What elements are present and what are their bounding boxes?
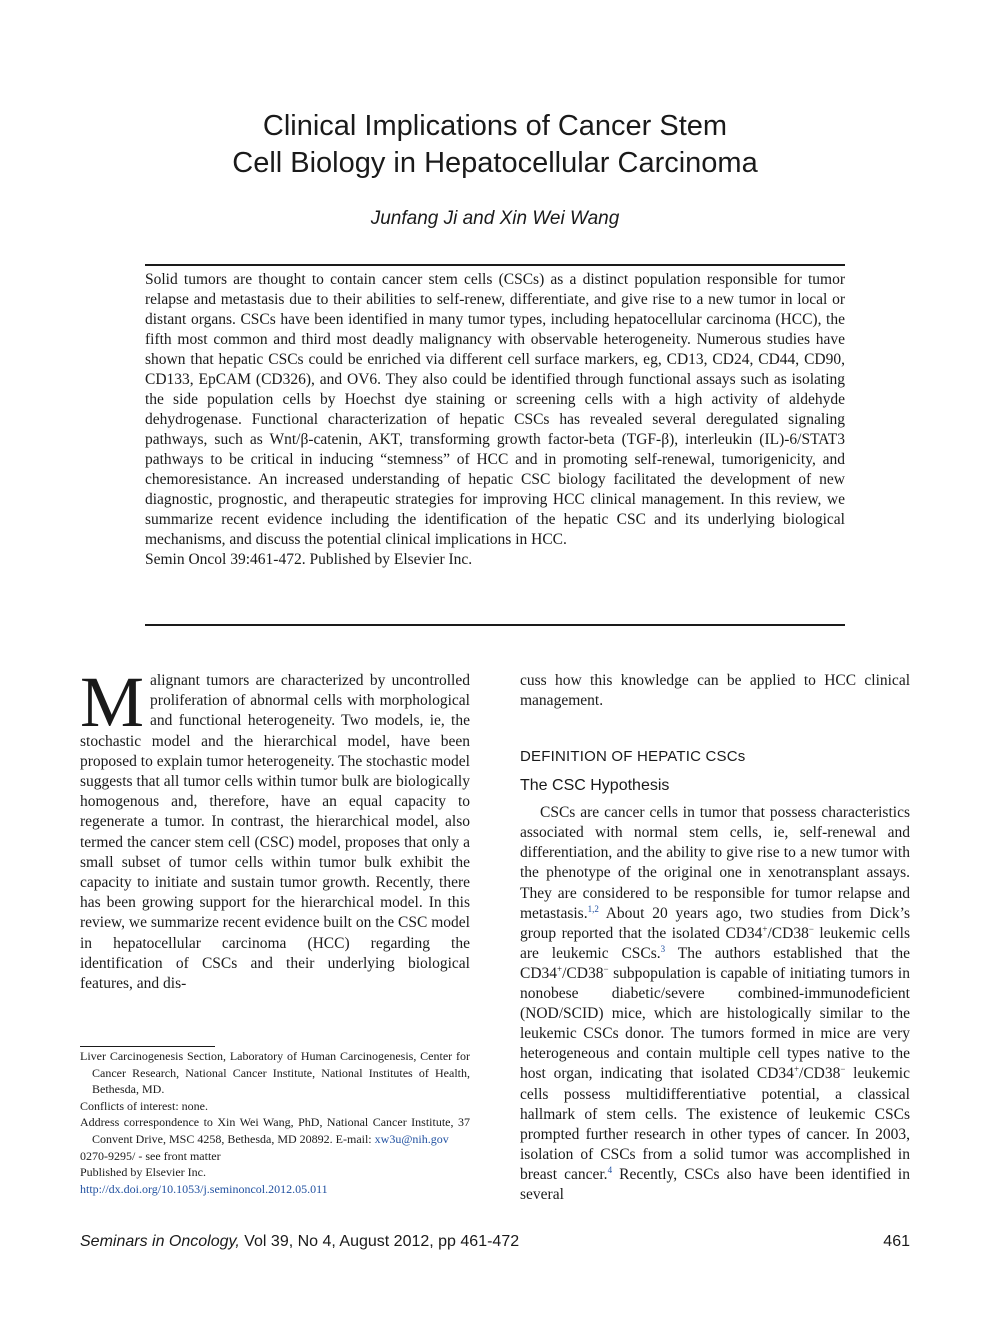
- csc-hypothesis-paragraph: [520, 803, 910, 1205]
- para-text: /CD38: [767, 924, 809, 942]
- para-text: leukemic cells possess multidifferentiative potential, a classical hallmark of stem cells. The existence of leukemic CSCs prompted further research in other types of cancer. In 2003, isolation of CSCs from a solid tumor was accomplished in breast cancer.: [520, 1065, 910, 1183]
- abstract-bottom-rule: [145, 624, 845, 626]
- email-link[interactable]: xw3u@nih.gov: [374, 1131, 449, 1146]
- para-text: About 20 years ago, two studies from Dick’s group reported that the isolated CD34: [520, 904, 910, 942]
- footnote-correspondence: [80, 1114, 470, 1147]
- intro-continuation: cuss how this knowledge can be applied to HCC clinical management.: [520, 672, 910, 710]
- para-text: /CD38: [799, 1065, 841, 1083]
- superscript-minus: −: [603, 963, 609, 974]
- doi-link[interactable]: http://dx.doi.org/10.1053/j.seminoncol.2012.05.011: [80, 1181, 328, 1196]
- section-heading: DEFINITION OF HEPATIC CSCs: [520, 748, 746, 766]
- footnote-publisher: Published by Elsevier Inc.: [80, 1165, 206, 1180]
- reference-link[interactable]: 4: [607, 1164, 613, 1175]
- abstract-top-rule: [145, 264, 845, 266]
- right-column: [520, 671, 910, 1205]
- superscript-plus: +: [557, 963, 563, 974]
- left-column: [80, 662, 470, 994]
- intro-paragraph: [80, 662, 470, 994]
- para-text: leukemic cells are leukemic CSCs.: [520, 924, 910, 962]
- footnote-conflicts: Conflicts of interest: none.: [80, 1098, 208, 1113]
- reference-link[interactable]: 3: [660, 943, 666, 954]
- superscript-minus: −: [808, 923, 814, 934]
- para-text: /CD38: [562, 964, 604, 982]
- page-number: 461: [883, 1233, 910, 1250]
- title-line-1: Clinical Implications of Cancer Stem: [262, 110, 728, 142]
- journal-footer: [80, 1232, 519, 1252]
- abstract-citation: Semin Oncol 39:461-472. Published by Elsevier Inc.: [145, 551, 473, 568]
- journal-details: Vol 39, No 4, August 2012, pp 461-472: [239, 1233, 520, 1250]
- article-title: [80, 108, 910, 182]
- abstract-text: Solid tumors are thought to contain cancer stem cells (CSCs) as a distinct population responsible for tumor relapse and metastasis due to their abilities to self-renew, differentiate, and give rise to a new tumor in local or distant organs. CSCs have been identified in many tumor types, including hepatocellular carcinoma (HCC), the fifth most common and third most deadly malignancy with observable heterogeneity. Numerous studies have shown that hepatic CSCs could be enriched via different cell surface markers, eg, CD13, CD24, CD44, CD90, CD133, EpCAM (CD326), and OV6. They also could be identified through functional assays such as isolating the side population cells by Hoechst dye staining or screening cells with a high activity of aldehyde dehydrogenase. Functional characterization of hepatic CSCs has revealed several deregulated signaling pathways, such as Wnt/β-catenin, AKT, transforming growth factor-beta (TGF-β), interleukin (IL)-6/STAT3 pathways to be critical in inducing “stemness” of HCC and in promoting self-renewal, tumorigenicity, and chemoresistance. An increased understanding of hepatic CSC biology facilitated the development of new diagnostic, prognostic, and therapeutic strategies for improving HCC clinical management. In this review, we summarize recent evidence including the identification of the hepatic CSC and its underlying biological mechanisms, and discuss the potential clinical implications in HCC.: [145, 271, 845, 548]
- title-line-2: Cell Biology in Hepatocellular Carcinoma: [232, 147, 758, 179]
- superscript-plus: +: [793, 1064, 800, 1075]
- para-text: Recently, CSCs also have been identified in several: [520, 1165, 910, 1203]
- para-text: subpopulation is capable of initiating tumors in nonobese diabetic/severe combined-immunodeficient (NOD/SCID) mice, which are histologically similar to the leukemic CSCs donor. The tumors formed in mice are very heterogeneous and contain multiple cell types native to the host organ, indicating that isolated CD34: [520, 964, 910, 1083]
- footnote-rule: [80, 1046, 215, 1047]
- footnote-affiliation: Liver Carcinogenesis Section, Laboratory of Human Carcinogenesis, Center for Cancer Research, National Cancer Institute, National Institutes of Health, Bethesda, MD.: [80, 1049, 470, 1097]
- superscript-minus: −: [840, 1064, 846, 1075]
- superscript-plus: +: [762, 923, 768, 934]
- subsection-heading: The CSC Hypothesis: [520, 777, 670, 795]
- journal-name: Seminars in Oncology,: [80, 1233, 240, 1250]
- para-text: The authors established that the CD34: [520, 944, 911, 982]
- footnotes: [80, 1048, 470, 1197]
- intro-text: alignant tumors are characterized by uncontrolled proliferation of abnormal cells with morphological and functional heterogeneity. Two models, ie, the stochastic model and the hierarchical model, have been proposed to explain tumor heterogeneity. The stochastic model suggests that all tumor cells within tumor bulk are biologically homogenous and, therefore, have an equal capacity to regenerate a tumor. In contrast, the hierarchical model, also termed the cancer stem cell (CSC) model, proposes that only a small subset of tumor cells within tumor bulk exhibit the capacity to initiate and sustain tumor growth. Recently, there has been growing support for the hierarchical model. In this review, we summarize recent evidence built on the CSC model in hepatocellular carcinoma (HCC) regarding the identification of CSCs and their underlying biological features, and dis-: [80, 672, 470, 993]
- abstract: [145, 270, 845, 570]
- drop-cap: M: [80, 662, 145, 742]
- footnote-issn: 0270-9295/ - see front matter: [80, 1148, 221, 1163]
- correspondence-text: Address correspondence to Xin Wei Wang, PhD, National Cancer Institute, 37 Convent Drive, MSC 4258, Bethesda, MD 20892. E-mail:: [80, 1115, 470, 1146]
- para-text: CSCs are cancer cells in tumor that possess characteristics associated with normal stem cells, ie, self-renewal and differentiation, and the ability to give rise to a new tumor with the phenotype of the original one in xenotransplant assays. They are considered to be responsible for tumor relapse and metastasis.: [520, 804, 910, 922]
- author-list: Junfang Ji and Xin Wei Wang: [370, 208, 620, 229]
- reference-link[interactable]: 1,2: [587, 903, 599, 914]
